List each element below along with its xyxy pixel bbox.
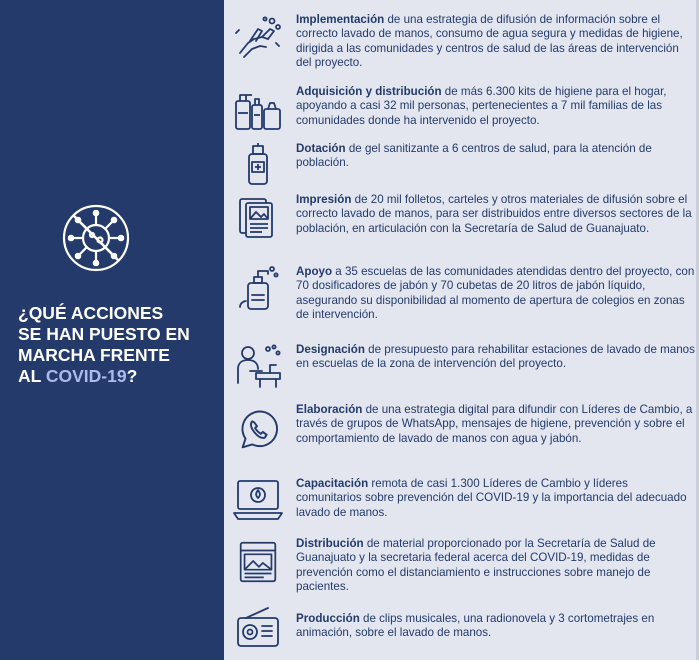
item-text [296,537,696,595]
item-keyword: Adquisición y distribución [296,85,442,98]
title-line-3: MARCHA FRENTE [18,345,170,365]
item-keyword: Elaboración [296,403,363,416]
item-description: de material proporcionado por la Secretaría de Salud de Guanajuato y la secretaria federal acerca del COVID-19, medidas de prevención como el distanciamiento e instrucciones sobre manejo de pacientes. [296,537,656,594]
item-keyword: Impresión [296,193,352,206]
item-keyword: Capacitación [296,477,369,490]
item-text [296,142,696,171]
title-line-2: SE HAN PUESTO EN [18,324,190,344]
printed-material-icon [232,537,284,587]
item-description: remota de casi 1.300 Líderes de Cambio y líderes comunitarios sobre prevención del COVID-19 y la importancia del adecuado lavado de manos. [296,477,687,519]
soap-dispenser-icon [232,265,284,311]
item-description: de una estrategia de difusión de información sobre el correcto lavado de manos, consumo de agua segura y medidas de higiene, dirigida a las comunidades y centros de salud de las áreas de intervención del proyecto. [296,13,683,70]
item-text [296,265,696,323]
item-keyword: Apoyo [296,265,333,278]
item-keyword: Distribución [296,537,364,550]
item-description: de una estrategia digital para difundir con Líderes de Cambio, a través de grupos de WhatsApp, mensajes de higiene, prevención y sobre el comportamiento de lavado de manos con agua y jabón. [296,403,693,445]
handwashing-station-icon [232,343,284,389]
item-text [296,85,696,128]
handwashing-icon [232,13,284,59]
laptop-icon [232,477,284,523]
item-keyword: Implementación [296,13,385,26]
title-line-1: ¿QUÉ ACCIONES [18,303,164,323]
radio-icon [232,604,284,650]
title-line-4-prefix: AL [18,366,46,386]
item-text [296,13,696,71]
item-description: a 35 escuelas de las comunidades atendidas dentro del proyecto, con 70 dosificadores de jabón y 70 cubetas de 20 litros de jabón líquido, asegurando su disponibilidad al momento de apertura de colegios en zonas de intervención. [296,265,695,322]
item-text [296,343,696,372]
item-description: de gel sanitizante a 6 centros de salud, para la atención de población. [296,142,652,170]
item-text [296,403,696,446]
virus-icon [62,204,130,272]
item-text [296,612,696,641]
left-panel [0,0,224,660]
page-title [18,303,218,387]
title-covid-accent: COVID-19 [45,366,127,386]
printed-materials-icon [232,193,284,239]
item-description: de 20 mil folletos, carteles y otros materiales de difusión sobre el correcto lavado de manos, para ser distribuidos entre diversos sectores de la población, en articulación con la Secretaría de Salud de Guanajuato. [296,193,692,235]
item-description: de clips musicales, una radionovela y 3 cortometrajes en animación, sobre el lavado de manos. [296,612,655,640]
item-keyword: Designación [296,343,365,356]
title-line-4-suffix: ? [126,366,138,386]
item-text [296,193,696,236]
item-description: de presupuesto para rehabilitar estaciones de lavado de manos en escuelas de la zona de intervención del proyecto. [296,343,695,371]
item-text [296,477,696,520]
sanitizer-bottle-icon [232,142,284,188]
item-keyword: Producción [296,612,360,625]
whatsapp-icon [232,405,284,455]
item-description: de más 6.300 kits de higiene para el hogar, apoyando a casi 32 mil personas, pertenecientes a 7 mil familias de las comunidades donde ha intervenido el proyecto. [296,85,667,127]
cleaning-kit-icon [232,85,284,131]
item-keyword: Dotación [296,142,346,155]
